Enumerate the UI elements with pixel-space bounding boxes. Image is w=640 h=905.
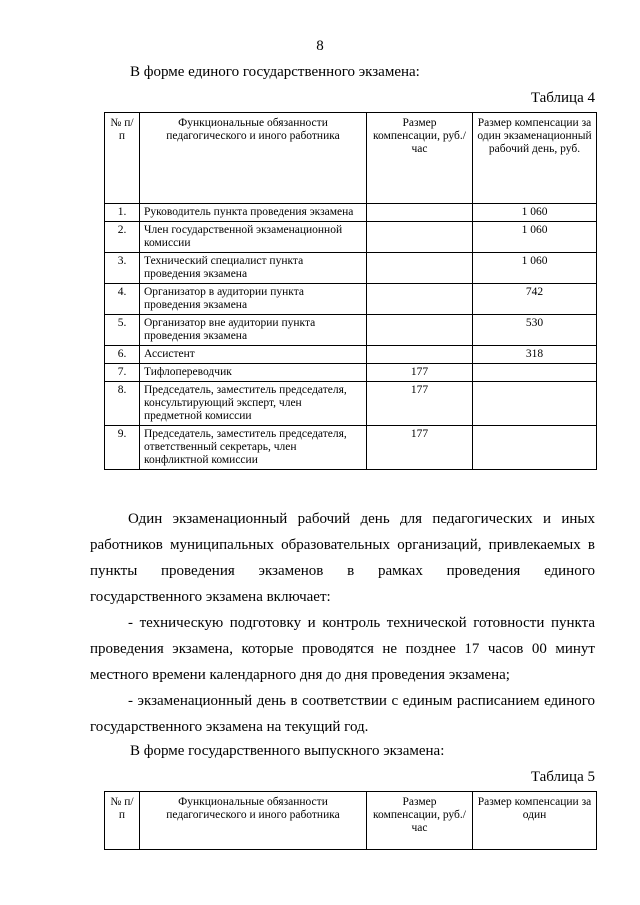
table4 bbox=[104, 112, 597, 470]
table4-header-num: № п/п bbox=[105, 113, 140, 204]
row-hourly bbox=[367, 204, 473, 222]
row-num: 7. bbox=[105, 364, 140, 382]
table4-header-duties: Функциональные обязанности педагогического и иного работника bbox=[140, 113, 367, 204]
table5-header-duties: Функциональные обязанности педагогического и иного работника bbox=[140, 792, 367, 850]
table4-label: Таблица 4 bbox=[530, 90, 595, 106]
row-hourly: 177 bbox=[367, 426, 473, 470]
row-num: 6. bbox=[105, 346, 140, 364]
row-hourly bbox=[367, 253, 473, 284]
table-row bbox=[105, 382, 597, 426]
row-num: 9. bbox=[105, 426, 140, 470]
table-row bbox=[105, 315, 597, 346]
table-row bbox=[105, 204, 597, 222]
table-row bbox=[105, 426, 597, 470]
row-hourly: 177 bbox=[367, 382, 473, 426]
table5-header-num: № п/п bbox=[105, 792, 140, 850]
table5-label: Таблица 5 bbox=[530, 769, 595, 785]
table-row bbox=[105, 346, 597, 364]
paragraph-2-line-2: проведения экзамена, которые проводятся не позднее 17 часов 00 минут bbox=[90, 641, 595, 657]
row-num: 1. bbox=[105, 204, 140, 222]
table-row bbox=[105, 222, 597, 253]
row-hourly bbox=[367, 346, 473, 364]
row-num: 2. bbox=[105, 222, 140, 253]
paragraph-1-line-4: государственного экзамена включает: bbox=[90, 589, 331, 605]
section2-caption: В форме государственного выпускного экзамена: bbox=[130, 743, 445, 759]
row-hourly: 177 bbox=[367, 364, 473, 382]
paragraph-1-line-1: Один экзаменационный рабочий день для педагогических и иных bbox=[128, 511, 595, 527]
row-daily: 1 060 bbox=[473, 204, 597, 222]
table-row bbox=[105, 284, 597, 315]
row-num: 3. bbox=[105, 253, 140, 284]
row-duty: Член государственной экзаменационной комиссии bbox=[140, 222, 367, 253]
paragraph-3-line-2: государственного экзамена на текущий год. bbox=[90, 719, 369, 735]
row-duty: Руководитель пункта проведения экзамена bbox=[140, 204, 367, 222]
table4-header-hourly: Размер компенсации, руб./час bbox=[367, 113, 473, 204]
paragraph-2-line-3: местного времени календарного дня до дня проведения экзамена; bbox=[90, 667, 510, 683]
table5-header-hourly: Размер компенсации, руб./час bbox=[367, 792, 473, 850]
row-duty: Тифлопереводчик bbox=[140, 364, 367, 382]
row-duty: Председатель, заместитель председателя, консультирующий эксперт, член предметной комиссии bbox=[140, 382, 367, 426]
row-daily: 742 bbox=[473, 284, 597, 315]
row-hourly bbox=[367, 284, 473, 315]
row-daily bbox=[473, 364, 597, 382]
row-daily: 1 060 bbox=[473, 253, 597, 284]
paragraph-1-line-3: пункты проведения экзаменов в рамках проведения единого bbox=[90, 563, 595, 579]
row-duty: Ассистент bbox=[140, 346, 367, 364]
row-daily: 318 bbox=[473, 346, 597, 364]
row-duty: Председатель, заместитель председателя, ответственный секретарь, член конфликтной комиссии bbox=[140, 426, 367, 470]
table5 bbox=[104, 791, 597, 850]
row-duty: Организатор вне аудитории пункта проведения экзамена bbox=[140, 315, 367, 346]
table4-header-row bbox=[105, 113, 597, 204]
row-num: 4. bbox=[105, 284, 140, 315]
table-row bbox=[105, 253, 597, 284]
table5-header-daily: Размер компенсации за один bbox=[473, 792, 597, 850]
row-daily bbox=[473, 382, 597, 426]
table-row bbox=[105, 364, 597, 382]
row-hourly bbox=[367, 222, 473, 253]
row-daily: 530 bbox=[473, 315, 597, 346]
table4-header-daily: Размер компенсации за один экзаменационный рабочий день, руб. bbox=[473, 113, 597, 204]
row-duty: Организатор в аудитории пункта проведения экзамена bbox=[140, 284, 367, 315]
section1-caption: В форме единого государственного экзамена: bbox=[130, 64, 420, 80]
paragraph-2-line-1: - техническую подготовку и контроль технической готовности пункта bbox=[128, 615, 595, 631]
row-hourly bbox=[367, 315, 473, 346]
table5-header-row bbox=[105, 792, 597, 850]
paragraph-1-line-2: работников муниципальных образовательных организаций, привлекаемых в bbox=[90, 537, 595, 553]
row-daily bbox=[473, 426, 597, 470]
row-num: 5. bbox=[105, 315, 140, 346]
paragraph-3-line-1: - экзаменационный день в соответствии с единым расписанием единого bbox=[128, 693, 595, 709]
row-num: 8. bbox=[105, 382, 140, 426]
row-duty: Технический специалист пункта проведения экзамена bbox=[140, 253, 367, 284]
row-daily: 1 060 bbox=[473, 222, 597, 253]
page-number: 8 bbox=[316, 38, 324, 54]
